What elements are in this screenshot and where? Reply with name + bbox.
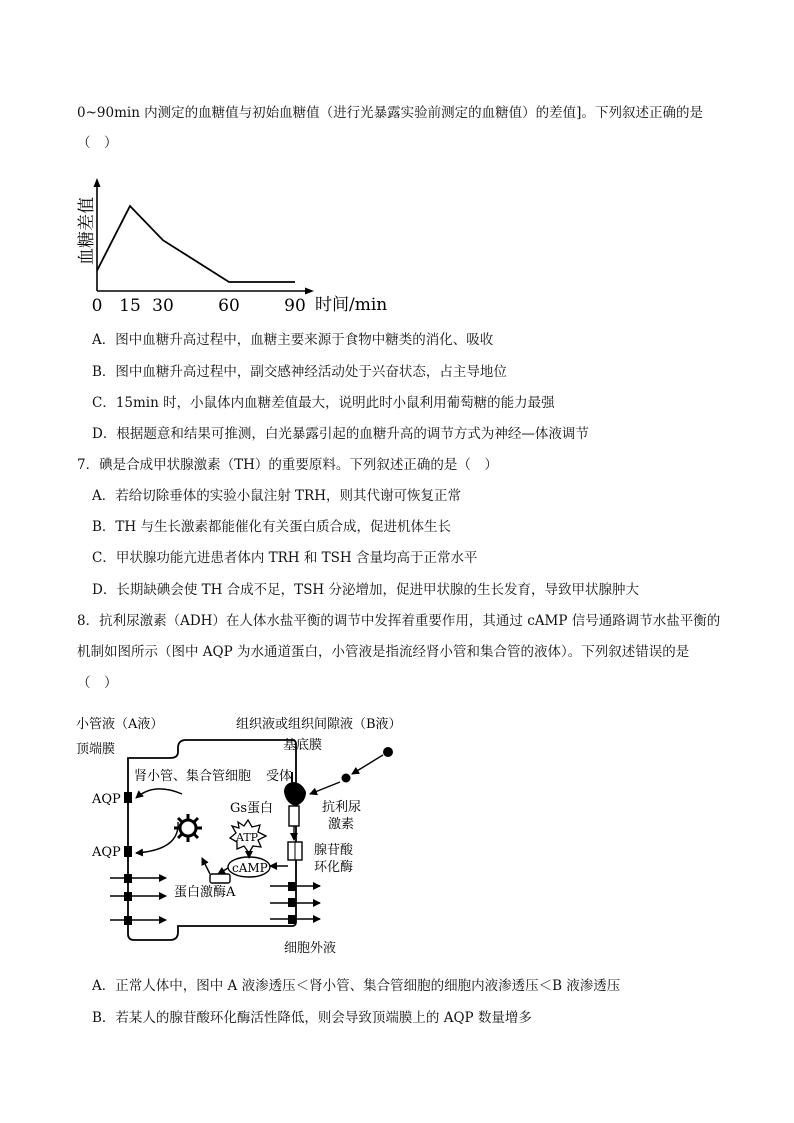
aqp-vesicle-icon — [174, 814, 202, 842]
q6-option-b: B．图中血糖升高过程中，副交感神经活动处于兴奋状态，占主导地位 — [92, 364, 507, 380]
apical-membrane-label: 顶端膜 — [76, 742, 116, 757]
atp-label: ATP — [236, 831, 259, 844]
q7-option-b: B．TH 与生长激素都能催化有关蛋白质合成，促进机体生长 — [92, 519, 451, 535]
tissue-fluid-label: 组织液或组织间隙液（B液） — [236, 717, 402, 732]
receptor-label: 受体 — [266, 769, 293, 784]
aqp-channel-2 — [124, 846, 132, 857]
q6-stem-line1: 0~90min 内测定的血糖值与初始血糖值（进行光暴露实验前测定的血糖值）的差值]。下列叙述正确的是 — [77, 105, 703, 121]
protein-kinase-a — [210, 874, 230, 883]
q7-option-c: C．甲状腺功能亢进患者体内 TRH 和 TSH 含量均高于正常水平 — [92, 550, 478, 566]
x-tick-label: 0 — [91, 296, 103, 316]
adenylate-cyclase-label-line1: 腺苷酸 — [314, 843, 354, 858]
q8-stem-line1: 8．抗利尿激素（ADH）在人体水盐平衡的调节中发挥着重要作用，其通过 cAMP 信号通路调节水盐平衡的 — [77, 613, 721, 629]
x-tick-label: 15 — [119, 296, 141, 316]
receptor — [284, 782, 306, 806]
aqp-label-2: AQP — [92, 845, 121, 860]
q8-option-a: A．正常人体中，图中 A 液渗透压＜肾小管、集合管细胞的细胞内液渗透压＜B 液渗透压 — [92, 978, 621, 994]
q8-stem-line3: （ ） — [77, 675, 118, 691]
x-tick-label: 60 — [218, 296, 240, 316]
extracellular-fluid-label: 细胞外液 — [284, 941, 337, 956]
q6-option-d: D．根据题意和结果可推测，白光暴露引起的血糖升高的调节方式为神经—体液调节 — [92, 426, 589, 442]
chart-ylabel: 血糖差值 — [77, 197, 97, 265]
tubular-fluid-label: 小管液（A液） — [76, 717, 164, 732]
q6-option-a: A．图中血糖升高过程中，血糖主要来源于食物中糖类的消化、吸收 — [92, 332, 494, 348]
cell-label: 肾小管、集合管细胞 — [134, 769, 252, 784]
adh-label-line2: 激素 — [328, 817, 355, 832]
q7-option-d: D．长期缺碘会使 TH 合成不足，TSH 分泌增加，促进甲状腺的生长发育，导致甲状腺肿大 — [92, 582, 639, 598]
q7-stem: 7．碘是合成甲状腺激素（TH）的重要原料。下列叙述正确的是（ ） — [77, 457, 498, 473]
q6-stem-line2: （ ） — [77, 135, 118, 151]
q6-option-c: C．15min 时，小鼠体内血糖差值最大，说明此时小鼠利用葡萄糖的能力最强 — [92, 395, 555, 411]
gs-protein — [289, 806, 299, 826]
q8-stem-line2: 机制如图所示（图中 AQP 为水通道蛋白，小管液是指流经肾小管和集合管的液体）。下列叙述错误的是 — [77, 644, 690, 660]
camp-label: cAMP — [232, 861, 268, 875]
adh-molecule-icon — [383, 747, 393, 757]
aqp-label-1: AQP — [92, 792, 121, 807]
adh-label-line1: 抗利尿 — [322, 800, 362, 815]
aqp-channel-1 — [124, 792, 132, 803]
x-tick-label: 30 — [152, 296, 174, 316]
blood-glucose-chart — [72, 178, 402, 320]
x-tick-label: 90 — [284, 296, 306, 316]
adh-mechanism-diagram — [70, 708, 410, 960]
q7-option-a: A．若给切除垂体的实验小鼠注射 TRH，则其代谢可恢复正常 — [92, 488, 461, 504]
q8-option-b: B．若某人的腺苷酸环化酶活性降低，则会导致顶端膜上的 AQP 数量增多 — [92, 1010, 532, 1026]
chart-xlabel: 时间/min — [315, 295, 388, 315]
gs-protein-label: Gs蛋白 — [230, 801, 274, 816]
protein-kinase-a-label: 蛋白激酶A — [174, 885, 236, 900]
adh-bound-icon — [342, 774, 351, 783]
adenylate-cyclase-label-line2: 环化酶 — [314, 860, 354, 875]
basal-membrane-label: 基底膜 — [283, 738, 323, 753]
blood-glucose-line — [97, 206, 295, 282]
